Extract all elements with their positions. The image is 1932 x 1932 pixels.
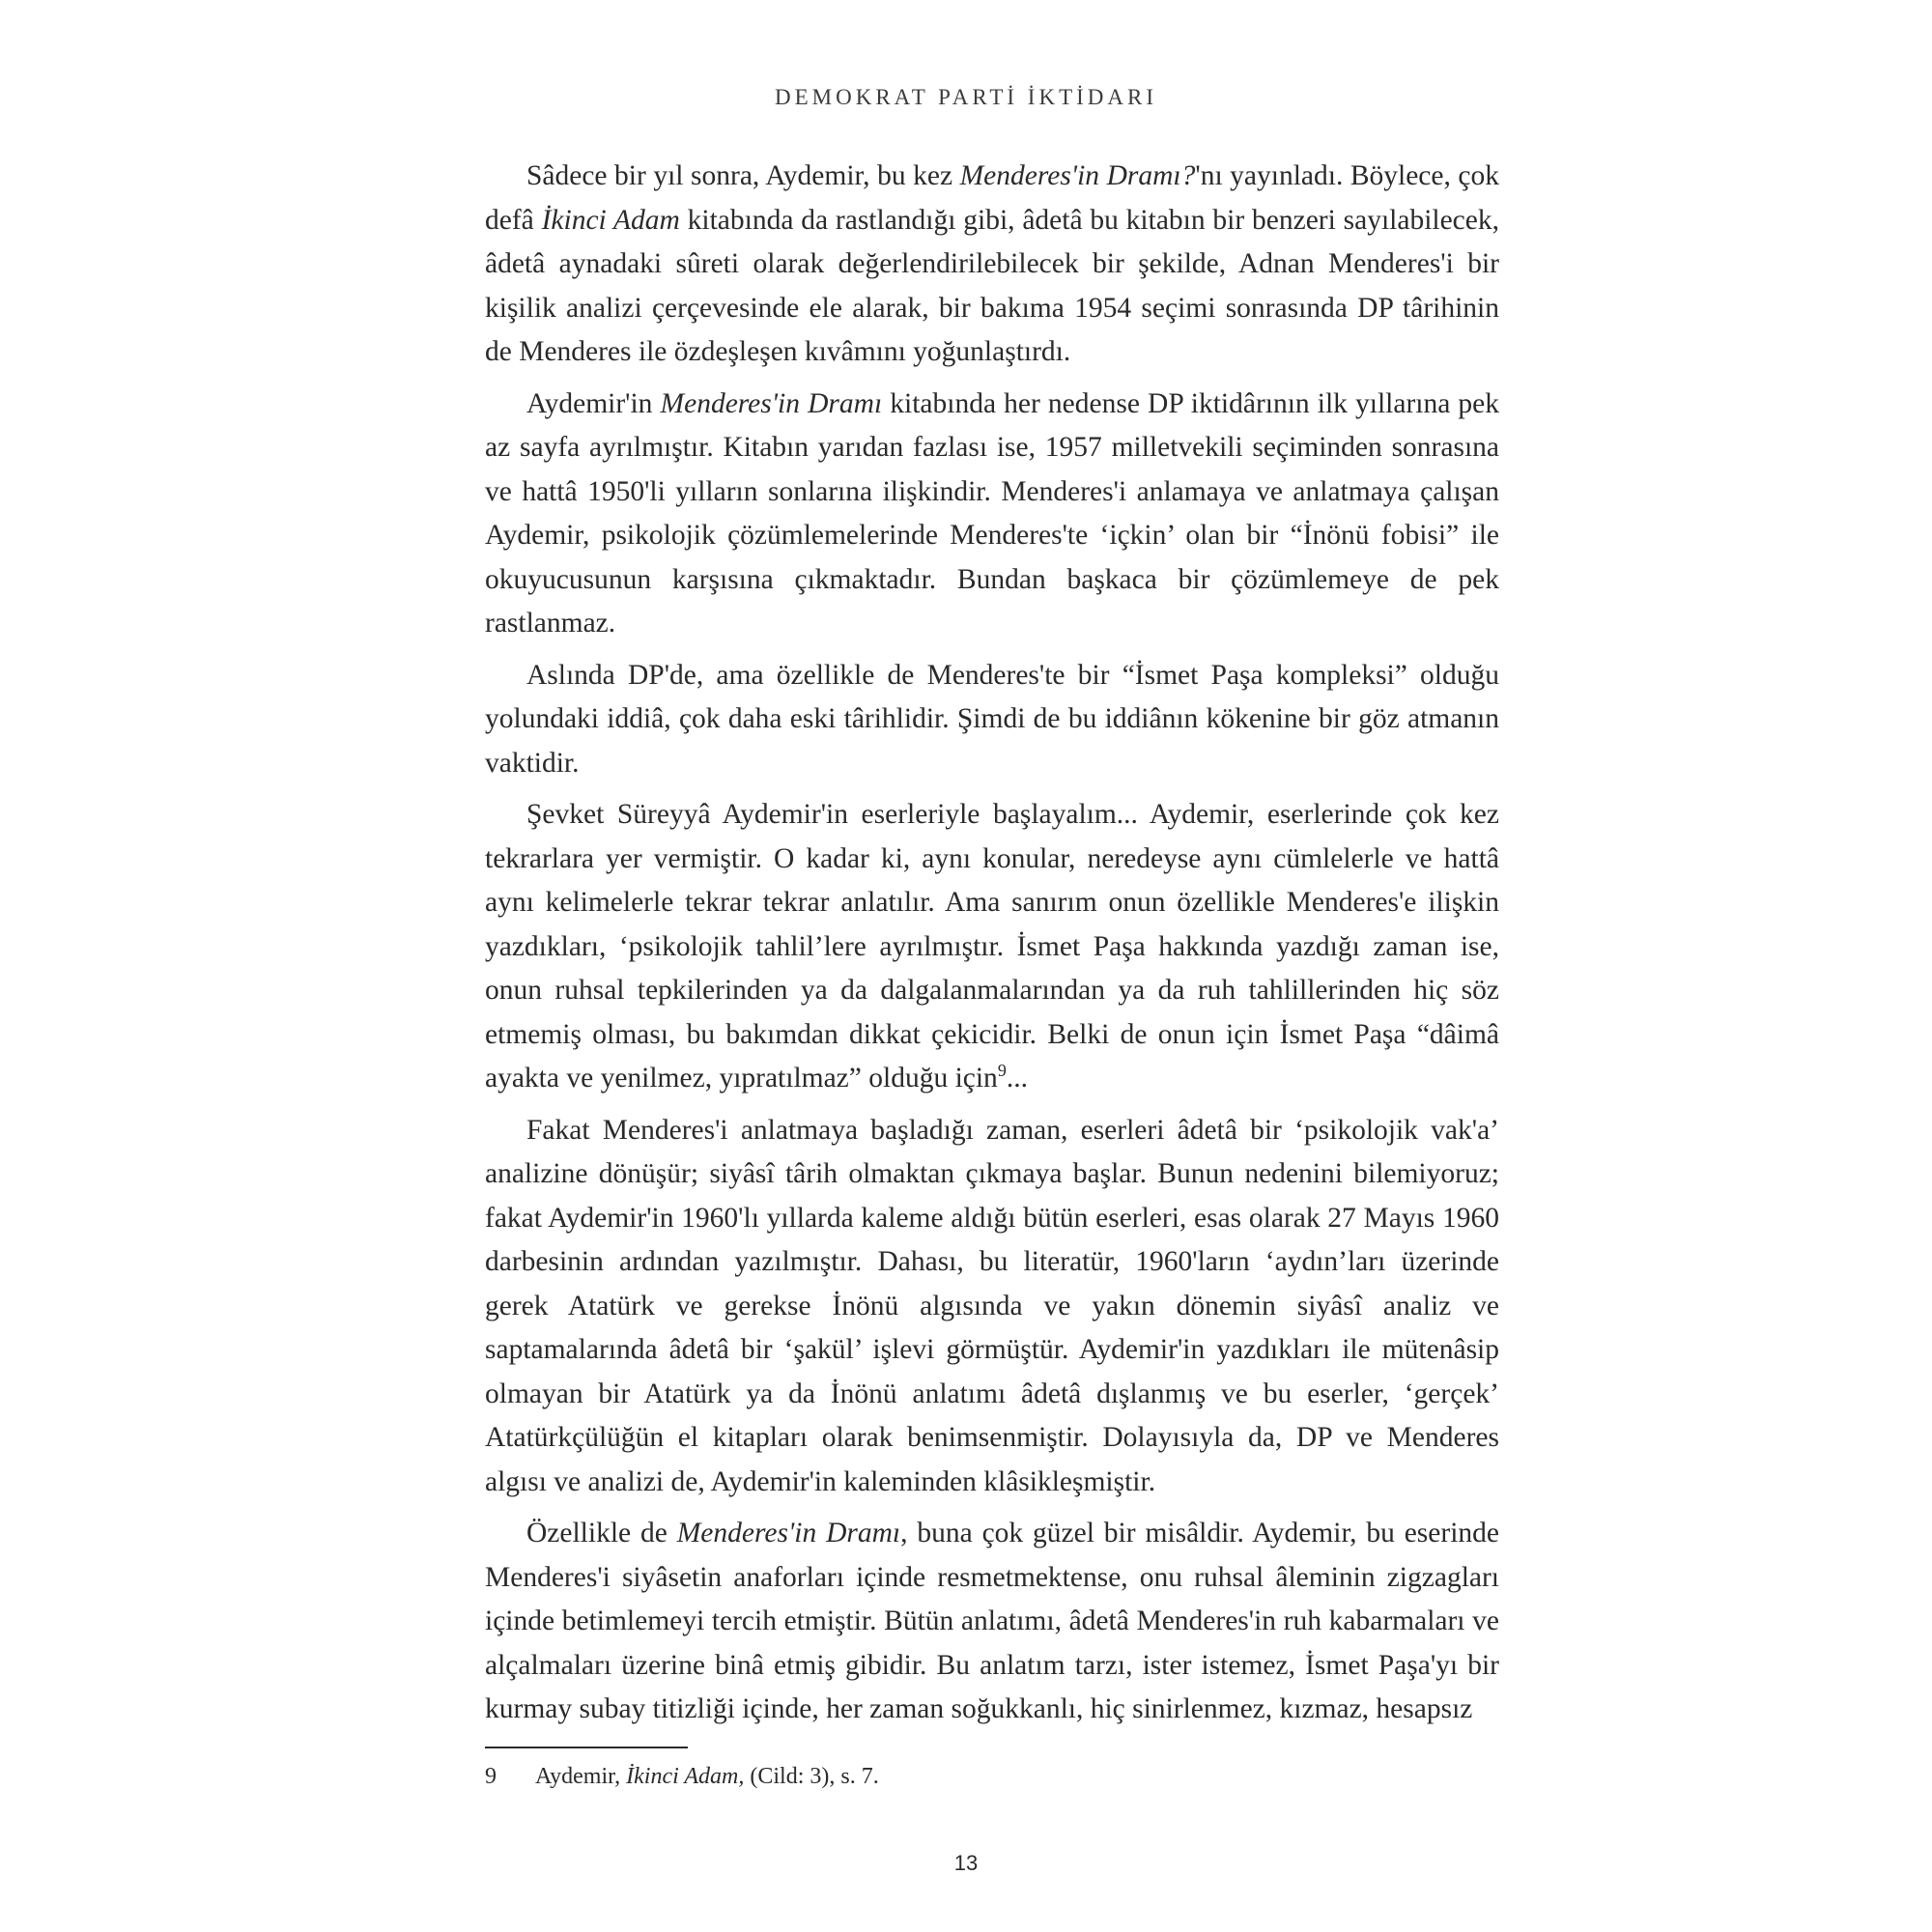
paragraph-text: Özellikle de (526, 1518, 677, 1548)
paragraph-text: Şevket Süreyyâ Aydemir'in eserleriyle başlayalım... Aydemir, eserlerinde çok kez tekrarlara yer vermiştir. O kadar ki, aynı konular, neredeyse aynı cümlelerle ve hattâ aynı kelimelerle tekrar tekrar anlatılır. Ama sanırım onun özellikle Menderes'e ilişkin yazdıkları, ‘psikolojik tahlil’lere ayrılmıştır. İsmet Paşa hakkında yazdığı zaman ise, onun ruhsal tepkilerinden ya da dalgalanmalarından ya da ruh tahlillerinden hiç söz etmemiş olması, bu bakımdan dikkat çekicidir. Belki de onun için İsmet Paşa “dâimâ ayakta ve yenilmez, yıpratılmaz” olduğu için (485, 799, 1499, 1094)
running-header: DEMOKRAT PARTİ İKTİDARI (774, 85, 1158, 109)
paragraph (485, 383, 1499, 646)
paragraph-text: Fakat Menderes'i anlatmaya başladığı zaman, eserleri âdetâ bir ‘psikolojik vak'a’ analizine dönüşür; siyâsî târih olmaktan çıkmaya başlar. Bunun nedenini bilemiyoruz; fakat Aydemir'in 1960'lı yıllarda kaleme aldığı bütün eserleri, esas olarak 27 Mayıs 1960 darbesinin ardından yazılmıştır. Dahası, bu literatür, 1960'ların ‘aydın’ları üzerinde gerek Atatürk ve gerekse İnönü algısında ve yakın dönemin siyâsî analiz ve saptamalarında âdetâ bir ‘şakül’ işlevi görmüştür. Aydemir'in yazdıkları ile mütenâsip olmayan bir Atatürk ya da İnönü anlatımı âdetâ dışlanmış ve bu eserler, ‘gerçek’ Atatürkçülüğün el kitapları olarak benimsenmiştir. Dolayısıyla da, DP ve Menderes algısı ve analizi de, Aydemir'in kaleminden klâsikleşmiştir. (485, 1114, 1499, 1497)
body-text (485, 155, 1499, 1740)
book-title: Menderes'in Dramı (660, 387, 883, 419)
paragraph (485, 1109, 1499, 1505)
paragraph-text: , buna çok güzel bir misâldir. Aydemir, bu eserinde Menderes'i siyâsetin anaforları içinde resmetmektense, onu ruhsal âleminin zigzagları içinde betimlemeyi tercih etmiştir. Bütün anlatımı, âdetâ Menderes'in ruh kabarmaları ve alçalmaları üzerine binâ etmiş gibidir. Bu anlatım tarzı, ister istemez, İsmet Paşa'yı bir kurmay subay titizliği içinde, her zaman soğukkanlı, hiç sinirlenmez, kızmaz, hesapsız (485, 1518, 1499, 1724)
footnote-citation: (Cild: 3), s. 7. (744, 1764, 879, 1789)
paragraph (485, 155, 1499, 375)
footnote-author: Aydemir, (535, 1764, 627, 1789)
paragraph (485, 793, 1499, 1101)
paragraph-text: Aydemir'in (526, 387, 661, 419)
paragraph-text: Sâdece bir yıl sonra, Aydemir, bu kez (526, 160, 960, 191)
book-title: İkinci Adam (541, 204, 680, 236)
page-number: 13 (953, 1851, 979, 1875)
paragraph-text: ... (1006, 1063, 1028, 1094)
book-title: Menderes'in Dramı (676, 1518, 901, 1548)
footnote-separator (485, 1747, 688, 1748)
paragraph-text: kitabında her nedense DP iktidârının ilk yıllarına pek az sayfa ayrılmıştır. Kitabın yarıdan fazlası ise, 1957 milletvekili seçiminden sonrasına ve hattâ 1950'li yılların sonlarına ilişkindir. Menderes'i anlamaya ve anlatmaya çalışan Aydemir, psikolojik çözümlemelerinde Menderes'te ‘içkin’ olan bir “İnönü fobisi” ile okuyucusunun karşısına çıkmaktadır. Bundan başkaca bir çözümlemeye de pek rastlanmaz. (485, 387, 1500, 639)
footnote-reference: 9 (997, 1061, 1007, 1081)
paragraph-text: kitabında da rastlandığı gibi, âdetâ bu kitabın bir benzeri sayılabilecek, âdetâ aynadaki sûreti olarak değerlendirilebilecek bir şekilde, Adnan Menderes'i bir kişilik analizi çerçevesinde ele alarak, bir bakıma 1954 seçimi sonrasında DP târihinin de Menderes ile özdeşleşen kıvâmını yoğunlaştırdı. (485, 204, 1499, 367)
paragraph (485, 1512, 1499, 1732)
paragraph (485, 654, 1499, 786)
paragraph-text: 'nı yayınladı. Böylece, çok defâ (485, 160, 1499, 236)
paragraph-text: Aslında DP'de, ama özellikle de Menderes'te bir “İsmet Paşa kompleksi” olduğu yolundaki iddiâ, çok daha eski târihlidir. Şimdi de bu iddiânın kökenine bir göz atmanın vaktidir. (485, 659, 1499, 779)
footnote-number: 9 (485, 1764, 497, 1789)
footnote (485, 1760, 1499, 1793)
footnote-book-title: İkinci Adam, (626, 1764, 745, 1789)
book-title: Menderes'in Dramı? (959, 160, 1196, 191)
